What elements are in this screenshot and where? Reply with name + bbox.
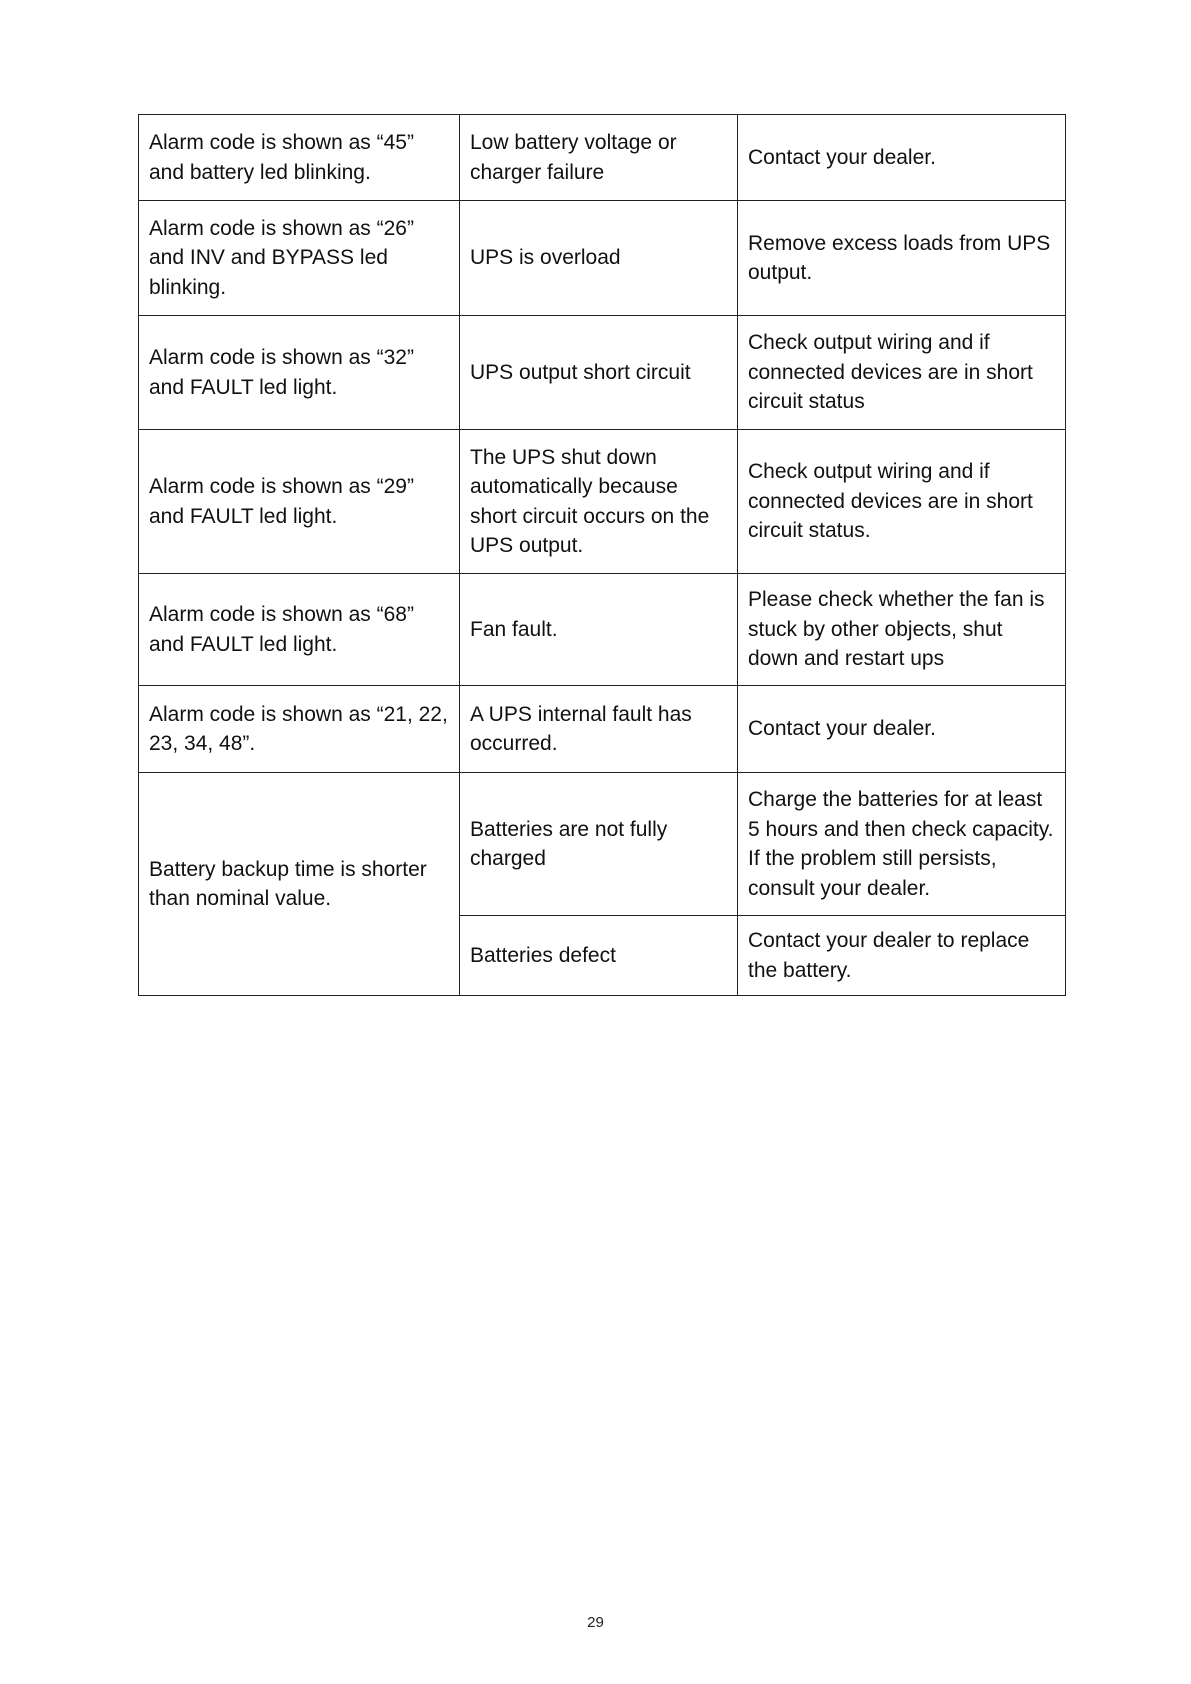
solution-cell: Charge the batteries for at least 5 hours and then check capacity. If the problem still persists, consult your dealer. xyxy=(738,773,1066,916)
symptom-cell: Alarm code is shown as “32” and FAULT led light. xyxy=(139,316,460,430)
symptom-cell: Battery backup time is shorter than nominal value. xyxy=(139,773,460,996)
table-row xyxy=(139,574,1066,686)
table-row xyxy=(139,430,1066,574)
symptom-cell: Alarm code is shown as “26” and INV and BYPASS led blinking. xyxy=(139,201,460,316)
solution-cell: Check output wiring and if connected devices are in short circuit status. xyxy=(738,430,1066,574)
cause-cell: A UPS internal fault has occurred. xyxy=(460,686,738,773)
solution-cell: Remove excess loads from UPS output. xyxy=(738,201,1066,316)
table-row xyxy=(139,316,1066,430)
table-row xyxy=(139,115,1066,201)
cause-cell: Low battery voltage or charger failure xyxy=(460,115,738,201)
cause-cell: UPS is overload xyxy=(460,201,738,316)
cause-cell: Fan fault. xyxy=(460,574,738,686)
solution-cell: Contact your dealer. xyxy=(738,686,1066,773)
troubleshooting-table xyxy=(138,114,1066,996)
symptom-cell: Alarm code is shown as “29” and FAULT led light. xyxy=(139,430,460,574)
solution-cell: Contact your dealer to replace the battery. xyxy=(738,916,1066,996)
symptom-cell: Alarm code is shown as “45” and battery led blinking. xyxy=(139,115,460,201)
solution-cell: Check output wiring and if connected devices are in short circuit status xyxy=(738,316,1066,430)
page-number: 29 xyxy=(587,1614,604,1631)
solution-cell: Contact your dealer. xyxy=(738,115,1066,201)
cause-cell: The UPS shut down automatically because short circuit occurs on the UPS output. xyxy=(460,430,738,574)
symptom-cell: Alarm code is shown as “68” and FAULT led light. xyxy=(139,574,460,686)
cause-cell: UPS output short circuit xyxy=(460,316,738,430)
symptom-cell: Alarm code is shown as “21, 22, 23, 34, 48”. xyxy=(139,686,460,773)
cause-cell: Batteries are not fully charged xyxy=(460,773,738,916)
cause-cell: Batteries defect xyxy=(460,916,738,996)
table-row xyxy=(139,773,1066,916)
table-row xyxy=(139,686,1066,773)
solution-cell: Please check whether the fan is stuck by other objects, shut down and restart ups xyxy=(738,574,1066,686)
table-row xyxy=(139,201,1066,316)
